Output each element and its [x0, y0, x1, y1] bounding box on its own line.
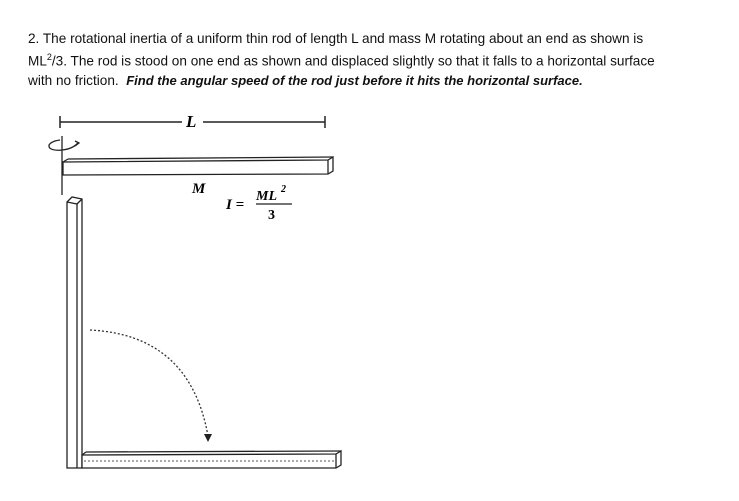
arrow-head-icon — [204, 434, 212, 442]
problem-statement-3: with no friction. — [28, 72, 119, 88]
length-label: L — [186, 112, 197, 131]
problem-statement: The rotational inertia of a uniform thin rod of length L and mass M rotating about an end as shown is — [42, 31, 644, 46]
fall-path-arc — [90, 330, 208, 436]
horizontal-rod — [63, 157, 333, 175]
inertia-denominator: 3 — [268, 208, 275, 223]
inertia-lhs: I = — [226, 197, 245, 213]
question-text: Find the angular speed of the rod just before it hits the horizontal surface. — [126, 72, 583, 88]
mass-label: M — [192, 181, 206, 197]
formula-text: ML — [28, 53, 47, 69]
problem-number: 2. — [28, 31, 40, 46]
fallen-rod — [82, 451, 341, 468]
formula-sup: 2 — [46, 52, 52, 62]
problem-statement-2: /3. The rod is stood on one end as shown and displaced slightly so that it falls to a horizontal surface — [51, 53, 655, 69]
inertia-numerator: ML — [256, 189, 277, 204]
vertical-rod — [67, 197, 82, 468]
inertia-formula — [225, 184, 292, 223]
inertia-sup: 2 — [281, 184, 286, 195]
